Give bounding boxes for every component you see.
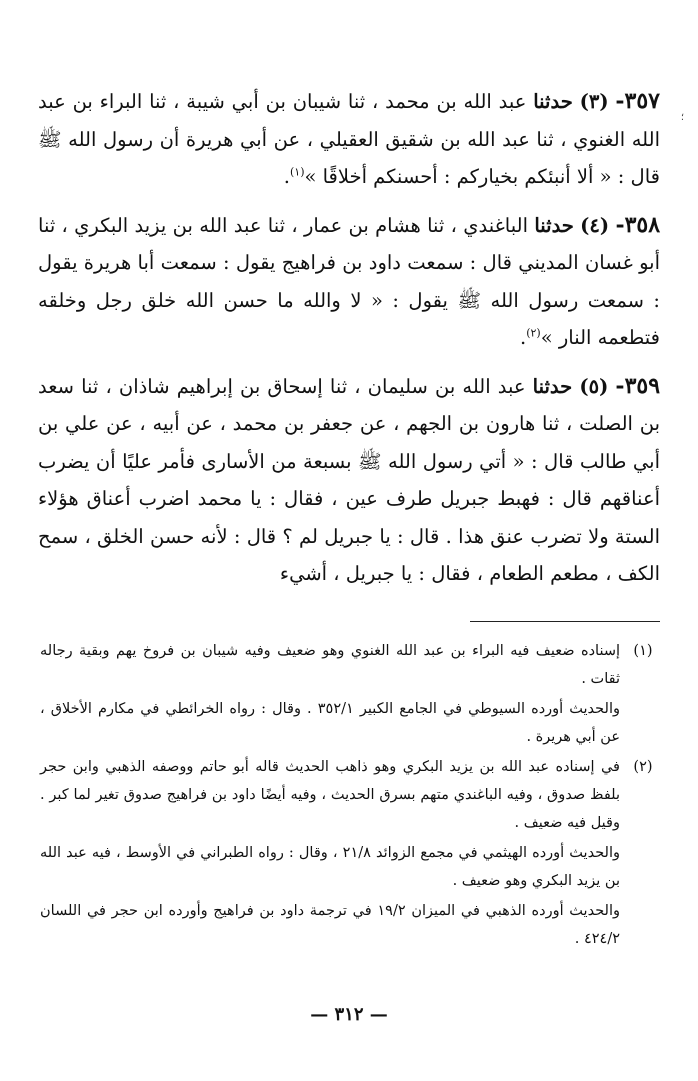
footnote-divider — [470, 621, 660, 622]
hadith-number: ٣٥٨- — [615, 211, 661, 238]
hadith-359 — [38, 368, 660, 593]
footnote-number: (٢) — [633, 759, 653, 775]
footnote-ref[interactable]: (١) — [289, 165, 305, 179]
footnote-number: (١) — [633, 643, 653, 659]
footnote-line: والحديث أورده السيوطي في الجامع الكبير ٣٥٢/١ . وقال : رواه الخرائطي في مكارم الأخلاق ، عن أبي هريرة . — [40, 701, 620, 745]
hadith-text: عبد الله بن سليمان ، ثنا إسحاق بن إبراهيم شاذان ، ثنا سعد بن الصلت ، ثنا هارون بن الجهم ، عن جعفر بن محمد ، عن أبيه ، عن علي بن أبي طالب قال : « أتي رسول الله ﷺ بسبعة من الأسارى فأمر عليًا أن يضرب أعناقهم قال : فهبط جبريل طرف عين ، فقال : يا محمد اضرب أعناق هؤلاء الستة ولا تضرب عنق هذا . قال : يا جبريل لم ؟ قال : لأنه حسن الخلق ، سمح الكف ، مطعم الطعام ، فقال : يا جبريل ، أشيء — [38, 374, 660, 585]
hadith-index: (٥) — [579, 374, 609, 398]
footnote-body — [40, 637, 620, 753]
footnote-line: إسناده ضعيف فيه البراء بن عبد الله الغنوي وهو ضعيف وفيه شيبان بن فروخ يهم وبقية رجاله ثقات . — [40, 643, 620, 687]
narration-label: حدثنا — [532, 374, 573, 398]
hadith-number: ٣٥٩- — [615, 372, 661, 399]
footnote-ref[interactable]: (٢) — [526, 326, 541, 340]
footnote-body — [40, 753, 620, 955]
footnote-line: في إسناده عبد الله بن يزيد البكري وهو ذاهب الحديث قاله أبو حاتم ووصفه الذهبي وابن حجر بلفظ صدوق ، وفيه الباغندي متهم بسرق الحديث ، وفيه أيضًا داود بن فراهيج صدوق تغير لما كبر . وقيل فيه ضعيف . — [40, 759, 620, 831]
main-text — [38, 83, 660, 604]
hadith-number: ٣٥٧- — [615, 88, 660, 114]
hadith-index: (٣) — [579, 90, 609, 113]
hadith-text: عبد الله بن محمد ، ثنا شيبان بن أبي شيبة ، ثنا البراء بن عبد الله الغنوي ، ثنا عبد الله بن شقيق العقيلي ، عن أبي هريرة أن رسول الله ﷺ قال : « ألا أنبئكم بخياركم : أحسنكم أخلاقًا » — [38, 90, 660, 188]
margin-mark: ؛ — [680, 112, 684, 123]
hadith-index: (٤) — [580, 213, 610, 237]
footnote-1 — [40, 637, 660, 753]
hadith-358: ٣٥٨- (٤) حدثنا الباغندي ، ثنا هشام بن عمار ، ثنا عبد الله بن يزيد البكري ، ثنا أبو غسان المديني قال : سمعت داود بن فراهيج يقول : سمعت أبا هريرة يقول : سمعت رسول الله ﷺ يقول : « لا والله ما حسن الله خلق رجل وخلقه فتطعمه النار »$^{(٢)}$. — [38, 211, 661, 349]
narration-label: حدثنا — [534, 213, 574, 237]
page-number: — ٣١٢ — — [310, 1004, 388, 1025]
footnotes — [40, 637, 660, 955]
footnote-2 — [40, 753, 660, 955]
footnote-line: والحديث أورده الذهبي في الميزان ١٩/٢ في ترجمة داود بن فراهيج وأورده ابن حجر في اللسان ٤٢٤/٢ . — [40, 903, 620, 947]
narration-label: حدثنا — [533, 90, 573, 113]
footnote-line: والحديث أورده الهيثمي في مجمع الزوائد ٢١/٨ ، وقال : رواه الطبراني في الأوسط ، فيه عبد الله بن يزيد البكري وهو ضعيف . — [40, 845, 620, 889]
hadith-357: ٣٥٧- (٣) حدثنا عبد الله بن محمد ، ثنا شيبان بن أبي شيبة ، ثنا البراء بن عبد الله الغنوي ، ثنا عبد الله بن شقيق العقيلي ، عن أبي هريرة أن رسول الله ﷺ قال : « ألا أنبئكم بخياركم : أحسنكم أخلاقًا »$^{(١)}$. — [38, 88, 660, 188]
hadith-text: الباغندي ، ثنا هشام بن عمار ، ثنا عبد الله بن يزيد البكري ، ثنا أبو غسان المديني قال : سمعت داود بن فراهيج يقول : سمعت أبا هريرة يقول : سمعت رسول الله ﷺ يقول : « لا والله ما حسن الله خلق رجل وخلقه فتطعمه النار » — [38, 213, 660, 349]
